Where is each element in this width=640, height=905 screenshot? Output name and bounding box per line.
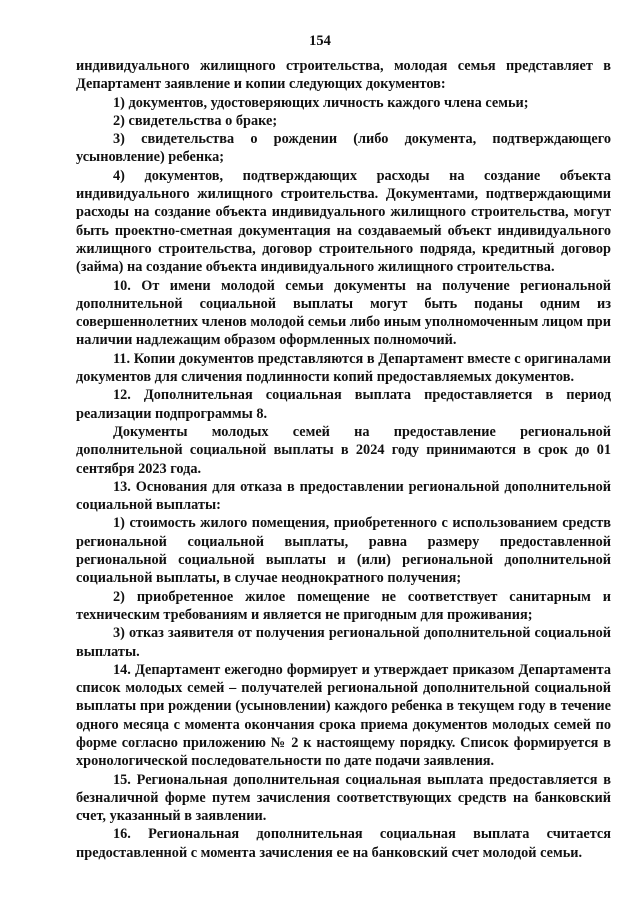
list-item-refusal-2: 2) приобретенное жилое помещение не соответствует санитарным и техническим требованиям и является не пригодным для проживания;	[76, 588, 611, 623]
paragraph-16: 16. Региональная дополнительная социальная выплата считается предоставленной с момента зачисления ее на банковский счет молодой семьи.	[76, 826, 611, 861]
list-item-refusal-3: 3) отказ заявителя от получения региональной дополнительной социальной выплаты.	[76, 625, 611, 660]
list-item-marriage-certificate: 2) свидетельства о браке;	[113, 112, 278, 129]
paragraph-continuation: индивидуального жилищного строительства, молодая семья представляет в Департамент заявление и копии следующих документов:	[76, 58, 611, 93]
paragraph-15: 15. Региональная дополнительная социальная выплата предоставляется в безналичной форме путем зачисления соответствующих средств на банковский счет, указанный в заявлении.	[76, 771, 611, 825]
paragraph-11: 11. Копии документов представляются в Департамент вместе с оригиналами документов для сличения подлинности копий предоставляемых документов.	[76, 350, 611, 386]
list-item-identity-documents: 1) документов, удостоверяющих личность каждого члена семьи;	[113, 94, 529, 111]
document-body	[76, 57, 611, 862]
paragraph-14: 14. Департамент ежегодно формирует и утверждает приказом Департамента список молодых семей – получателей региональной дополнительной социальной выплаты при рождении (усыновлении) каждого ребенка в текущем году в течение одного месяца с момента окончания срока приема документов молодых семей по форме согласно приложению № 2 к настоящему порядку. Список формируется в хронологической последовательности по дате подачи заявления.	[76, 661, 611, 770]
page-number: 154	[309, 33, 331, 49]
list-item-expense-documents: 4) документов, подтверждающих расходы на создание объекта индивидуального жилищного строительства. Документами, подтверждающими расходы на создание объекта индивидуального жилищного строительства, могут быть проектно-сметная документация на создаваемый объект индивидуального жилищного строительства, договор строительного подряда, кредитный договор (займа) на создание объекта индивидуального жилищного строительства.	[76, 167, 611, 276]
paragraph-10: 10. От имени молодой семьи документы на получение региональной дополнительной социальной выплаты могут быть поданы одним из совершеннолетних членов молодой семьи либо иным уполномоченным лицом при наличии надлежащим образом оформленных полномочий.	[76, 277, 611, 349]
paragraph-12-deadline: Документы молодых семей на предоставление региональной дополнительной социальной выплаты в 2024 году принимаются в срок до 01 сентября 2023 года.	[76, 423, 611, 477]
paragraph-13: 13. Основания для отказа в предоставлении региональной дополнительной социальной выплаты:	[76, 478, 611, 514]
paragraph-12: 12. Дополнительная социальная выплата предоставляется в период реализации подпрограммы 8.	[76, 387, 611, 422]
list-item-refusal-1: 1) стоимость жилого помещения, приобретенного с использованием средств региональной социальной выплаты, равна размеру предоставленной региональной социальной выплаты и (или) региональной дополнительной социальной выплаты, в случае неоднократного получения;	[76, 515, 611, 587]
list-item-birth-certificate: 3) свидетельства о рождении (либо документа, подтверждающего усыновление) ребенка;	[76, 131, 611, 166]
